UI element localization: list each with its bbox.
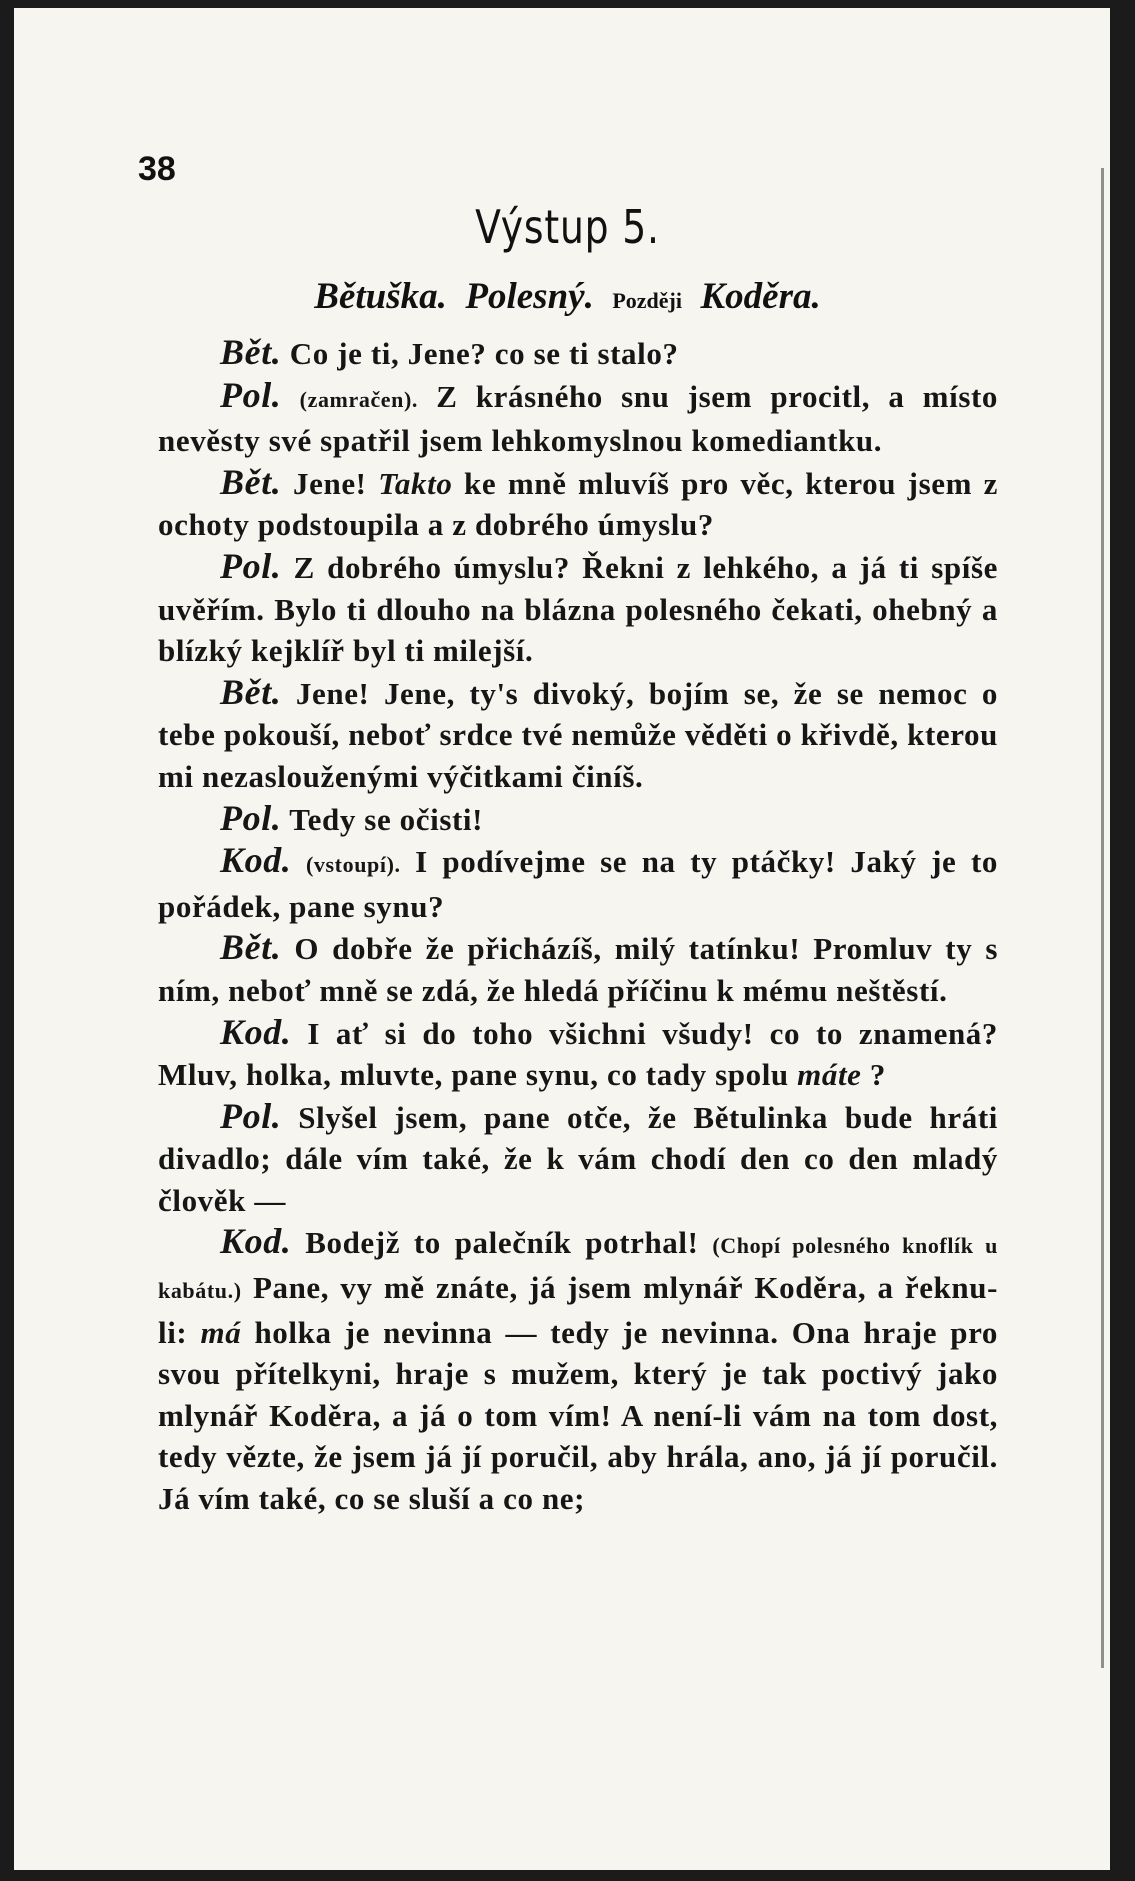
speaker-name: Bět. bbox=[220, 927, 282, 968]
cast-later-note: Později bbox=[612, 288, 682, 313]
emphasized-text: Takto bbox=[378, 465, 453, 501]
dialogue-paragraph bbox=[158, 1012, 998, 1096]
page-number: 38 bbox=[138, 150, 176, 188]
speaker-name: Kod. bbox=[220, 1011, 292, 1052]
dialogue-paragraph bbox=[158, 1221, 998, 1519]
speaker-name: Bět. bbox=[220, 671, 282, 712]
speaker-name: Kod. bbox=[220, 840, 292, 881]
dialogue-paragraph bbox=[158, 462, 998, 546]
cast-betuska: Bětuška. bbox=[314, 276, 447, 317]
spoken-text: ke mně mluvíš pro věc, kterou jsem z ochoty podstoupila a z dobrého úmyslu? bbox=[158, 465, 998, 543]
dialogue-body bbox=[158, 332, 998, 1520]
dialogue-paragraph bbox=[158, 798, 998, 841]
spoken-text: Z dobrého úmyslu? Řekni z lehkého, a já ti spíše uvěřím. Bylo ti dlouho na blázna polesného čekati, ohebný a blízký kejklíř byl ti milejší. bbox=[158, 549, 998, 669]
emphasized-text: máte bbox=[797, 1057, 862, 1093]
speaker-name: Pol. bbox=[220, 797, 282, 838]
spoken-text: Pane, vy mě znáte, já jsem mlynář Koděra, a řeknu-li: bbox=[158, 1270, 999, 1350]
dialogue-paragraph bbox=[158, 332, 998, 375]
stage-direction: (vstoupí). bbox=[305, 852, 401, 878]
speaker-name: Kod. bbox=[220, 1221, 292, 1262]
scene-title: Výstup 5. bbox=[475, 200, 660, 254]
spoken-text: Jene! bbox=[293, 465, 367, 501]
dialogue-paragraph bbox=[158, 375, 998, 462]
stage-direction: (zamračen). bbox=[299, 386, 419, 412]
spoken-text: I ať si do toho všichni všudy! co to znamená? Mluv, holka, mluvte, pane synu, co tady spolu bbox=[158, 1015, 998, 1093]
spoken-text: Z krásného snu jsem procitl, a místo nevěsty své spatřil jsem lehkomyslnou komediantku. bbox=[158, 378, 999, 459]
dialogue-paragraph bbox=[158, 546, 998, 672]
speaker-name: Pol. bbox=[220, 374, 282, 415]
spoken-text: Jene! Jene, ty's divoký, bojím se, že se nemoc o tebe pokouší, neboť srdce tvé nemůže věděti o křivdě, kterou mi nezaslouženými výčitkami činíš. bbox=[158, 675, 998, 794]
cast-kodera: Koděra. bbox=[700, 276, 821, 317]
stage-direction: (Chopí polesného knoflík u kabátu.) bbox=[158, 1233, 998, 1304]
spoken-text: I podívejme se na ty ptáčky! Jaký je to pořádek, pane synu? bbox=[158, 844, 998, 924]
spoken-text: O dobře že přicházíš, milý tatínku! Promluv ty s ním, neboť mně se zdá, že hledá příčinu k mému neštěstí. bbox=[158, 931, 998, 1008]
dialogue-paragraph bbox=[158, 1096, 998, 1222]
speaker-name: Pol. bbox=[220, 1095, 282, 1136]
speaker-name: Bět. bbox=[220, 332, 282, 372]
spoken-text: Bodejž to palečník potrhal! bbox=[305, 1225, 699, 1261]
page-edge-rule bbox=[1101, 168, 1104, 1668]
dialogue-paragraph bbox=[158, 927, 998, 1011]
speaker-name: Pol. bbox=[220, 545, 282, 586]
dialogue-paragraph bbox=[158, 672, 998, 798]
cast-polesny: Polesný. bbox=[465, 276, 594, 317]
spoken-text: Slyšel jsem, pane otče, že Bětulinka bude hráti divadlo; dále vím také, že k vám chodí den co den mladý člověk — bbox=[158, 1099, 998, 1218]
spoken-text: Co je ti, Jene? co se ti stalo? bbox=[289, 336, 679, 371]
dialogue-paragraph bbox=[158, 840, 998, 927]
speaker-name: Bět. bbox=[220, 461, 282, 502]
cast-list bbox=[0, 275, 1135, 318]
spoken-text: ? bbox=[869, 1057, 886, 1093]
spoken-text: holka je nevinna — tedy je nevinna. Ona hraje pro svou přítelkyni, hraje s mužem, který je tak poctivý jako mlynář Koděra, a já o tom vím! A není-li vám na tom dost, tedy vězte, že jsem já jí poručil, aby hrála, ano, já jí poručil. Já vím také, co se sluší a co ne; bbox=[158, 1314, 999, 1517]
spoken-text: Tedy se očisti! bbox=[289, 801, 484, 837]
emphasized-text: má bbox=[200, 1314, 242, 1350]
